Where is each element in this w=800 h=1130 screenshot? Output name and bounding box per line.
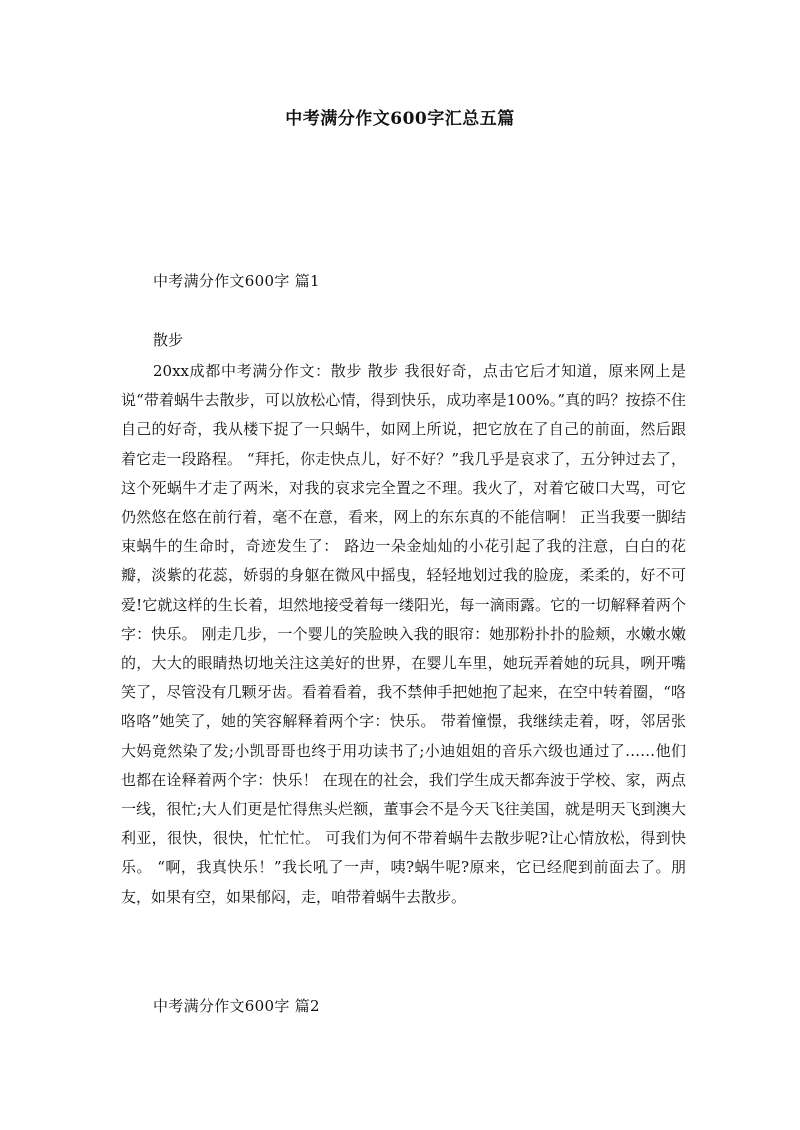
document-title: 中考满分作文600字汇总五篇: [285, 109, 515, 129]
essay-body: 20xx成都中考满分作文：散步 散步 我很好奇，点击它后才知道，原来网上是说“带着蜗牛去散步，可以放松心情，得到快乐，成功率是100%。”真的吗？按捺不住自己的好奇，我从楼下捉了一只蜗牛，如网上所说，把它放在了自己的前面，然后跟着它走一段路程。 “拜托，你走快点儿，好不好？”我几乎是哀求了，五分钟过去了，这个死蜗牛才走了两米，对我的哀求完全置之不理。我火了，对着它破口大骂，可它仍然悠在悠在前行着，毫不在意，看来，网上的东东真的不能信啊！ 正当我要一脚结束蜗牛的生命时，奇迹发生了： 路边一朵金灿灿的小花引起了我的注意，白白的花瓣，淡紫的花蕊，娇弱的身躯在微风中摇曳，轻轻地划过我的脸庞，柔柔的，好不可爱!它就这样的生长着，坦然地接受着每一缕阳光，每一滴雨露。它的一切解释着两个字：快乐。 刚走几步，一个婴儿的笑脸映入我的眼帘：她那粉扑扑的脸颊，水嫩水嫩的，大大的眼睛热切地关注这美好的世界，在婴儿车里，她玩弄着她的玩具，咧开嘴笑了，尽管没有几颗牙齿。看着看着，我不禁伸手把她抱了起来，在空中转着圈，“咯咯咯”她笑了，她的笑容解释着两个字：快乐。 带着憧憬，我继续走着，呀，邻居张大妈竟然染了发;小凯哥哥也终于用功读书了;小迪姐姐的音乐六级也通过了……他们也都在诠释着两个字：快乐！ 在现在的社会，我们学生成天都奔波于学校、家，两点一线，很忙;大人们更是忙得焦头烂额，董事会不是今天飞往美国，就是明天飞到澳大利亚，很快，很快，忙忙忙。 可我们为何不带着蜗牛去散步呢?让心情放松，得到快乐。 “啊，我真快乐！”我长吼了一声，咦?蜗牛呢?原来，它已经爬到前面去了。朋友，如果有空，如果郁闷，走，咱带着蜗牛去散步。: [121, 362, 686, 906]
essay-subtitle: 散步: [153, 331, 184, 349]
section-heading-1: 中考满分作文600字 篇1: [153, 272, 320, 290]
section-heading-2: 中考满分作文600字 篇2: [153, 997, 320, 1015]
